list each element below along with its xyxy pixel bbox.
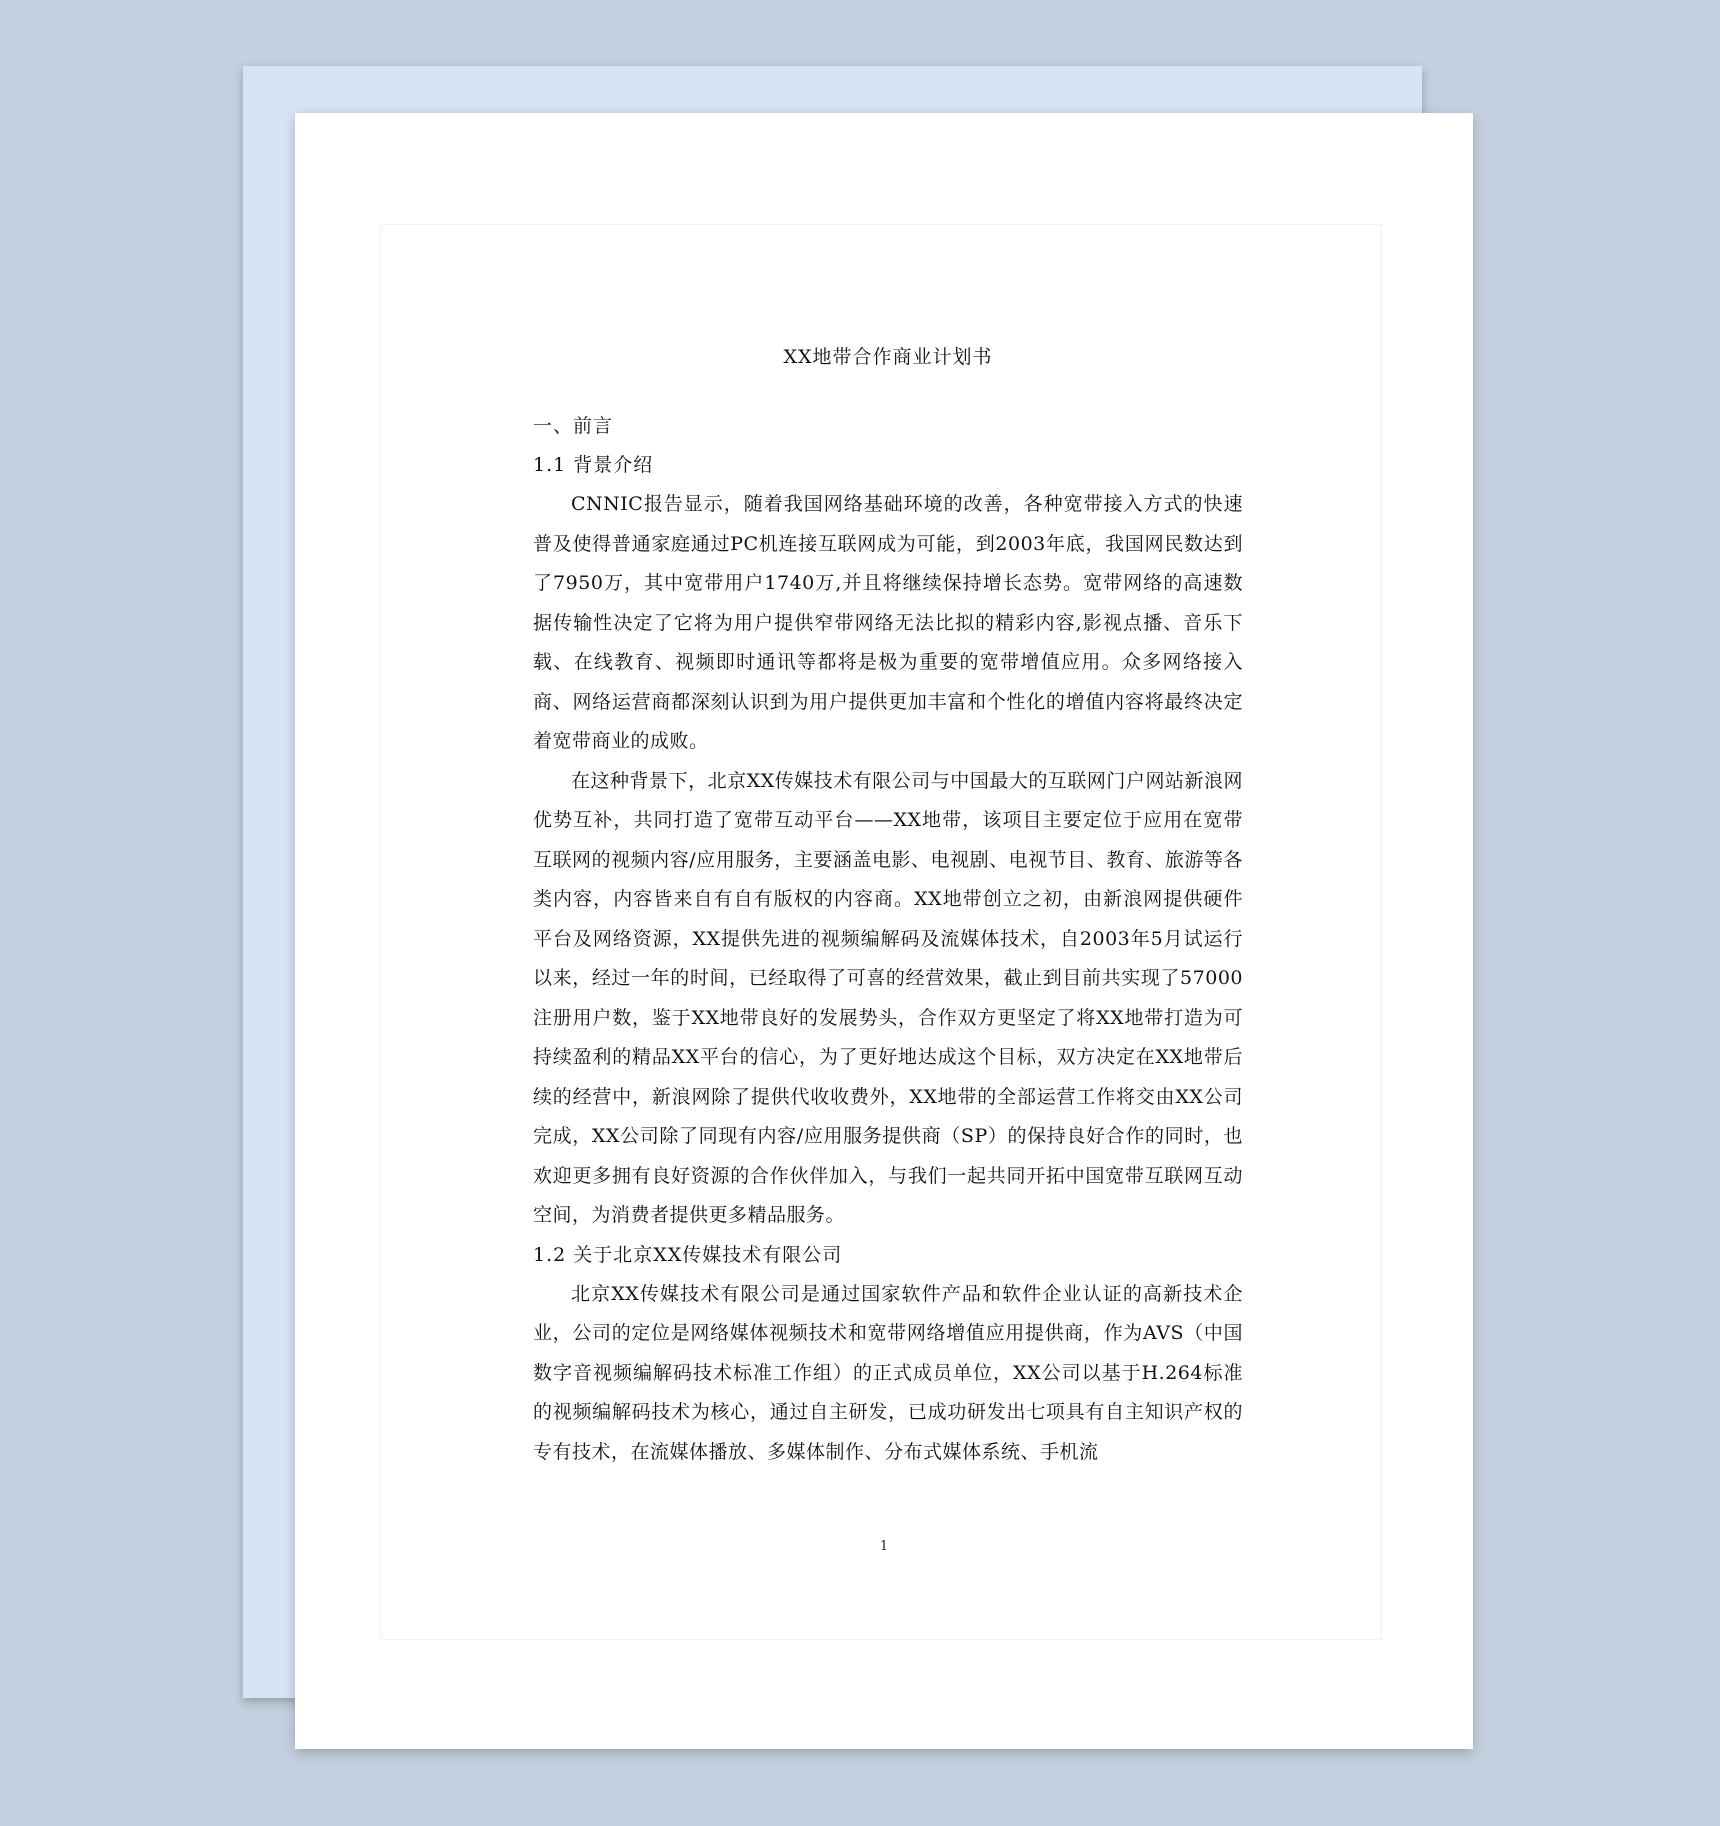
- document-page: [295, 113, 1473, 1749]
- paragraph-company: 北京XX传媒技术有限公司是通过国家软件产品和软件企业认证的高新技术企业，公司的定位是网络媒体视频技术和宽带网络增值应用提供商，作为AVS（中国数字音视频编解码技术标准工作组）的正式成员单位，XX公司以基于H.264标准的视频编解码技术为核心，通过自主研发，已成功研发出七项具有自主知识产权的专有技术，在流媒体播放、多媒体制作、分布式媒体系统、手机流: [533, 1282, 1243, 1463]
- section-heading-preface: 一、前言: [533, 415, 614, 437]
- page-number: 1: [879, 1539, 889, 1554]
- subsection-heading-company: 1.2 关于北京XX传媒技术有限公司: [533, 1243, 843, 1266]
- document-title: XX地带合作商业计划书: [783, 346, 993, 368]
- paragraph-background-1: CNNIC报告显示，随着我国网络基础环境的改善，各种宽带接入方式的快速普及使得普通家庭通过PC机连接互联网成为可能，到2003年底，我国网民数达到了7950万，其中宽带用户1740万,并且将继续保持增长态势。宽带网络的高速数据传输性决定了它将为用户提供窄带网络无法比拟的精彩内容,影视点播、音乐下载、在线教育、视频即时通讯等都将是极为重要的宽带增值应用。众多网络接入商、网络运营商都深刻认识到为用户提供更加丰富和个性化的增值内容将最终决定着宽带商业的成败。: [533, 493, 1243, 752]
- page-content: [533, 339, 1243, 1472]
- paragraph-background-2: 在这种背景下，北京XX传媒技术有限公司与中国最大的互联网门户网站新浪网优势互补，共同打造了宽带互动平台——XX地带，该项目主要定位于应用在宽带互联网的视频内容/应用服务，主要涵盖电影、电视剧、电视节目、教育、旅游等各类内容，内容皆来自有自有版权的内容商。XX地带创立之初，由新浪网提供硬件平台及网络资源，XX提供先进的视频编解码及流媒体技术，自2003年5月试运行以来，经过一年的时间，已经取得了可喜的经营效果，截止到目前共实现了57000注册用户数，鉴于XX地带良好的发展势头，合作双方更坚定了将XX地带打造为可持续盈利的精品XX平台的信心，为了更好地达成这个目标，双方决定在XX地带后续的经营中，新浪网除了提供代收收费外，XX地带的全部运营工作将交由XX公司完成，XX公司除了同现有内容/应用服务提供商（SP）的保持良好合作的同时，也欢迎更多拥有良好资源的合作伙伴加入，与我们一起共同开拓中国宽带互联网互动空间，为消费者提供更多精品服务。: [533, 769, 1243, 1226]
- subsection-heading-background: 1.1 背景介绍: [533, 454, 654, 476]
